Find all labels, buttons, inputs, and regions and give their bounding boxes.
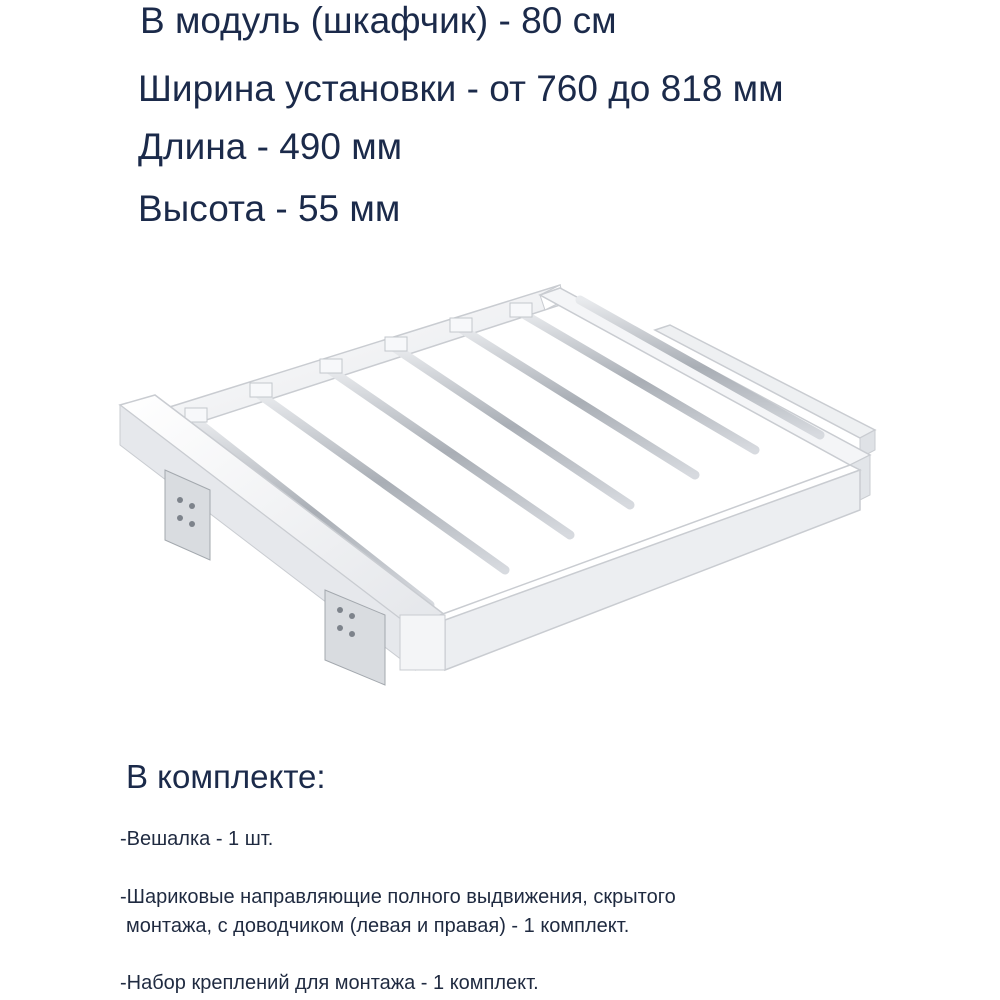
spec-height: Высота - 55 мм <box>138 188 401 229</box>
spec-install-width: Ширина установки - от 760 до 818 мм <box>138 68 784 109</box>
kit-title: В комплекте: <box>126 758 326 795</box>
kit-item-mounting-set: -Набор креплений для монтажа - 1 комплект. <box>120 972 539 994</box>
spec-length: Длина - 490 мм <box>138 126 403 167</box>
spec-module: В модуль (шкафчик) - 80 см <box>140 0 617 41</box>
kit-item-slides-line-1: -Шариковые направляющие полного выдвижения, скрытого <box>120 886 676 908</box>
pull-out-trouser-rack-image <box>100 270 900 710</box>
kit-item-slides-line-2: монтажа, с доводчиком (левая и правая) - 1 комплект. <box>126 915 630 937</box>
kit-item-hanger: -Вешалка - 1 шт. <box>120 828 274 850</box>
